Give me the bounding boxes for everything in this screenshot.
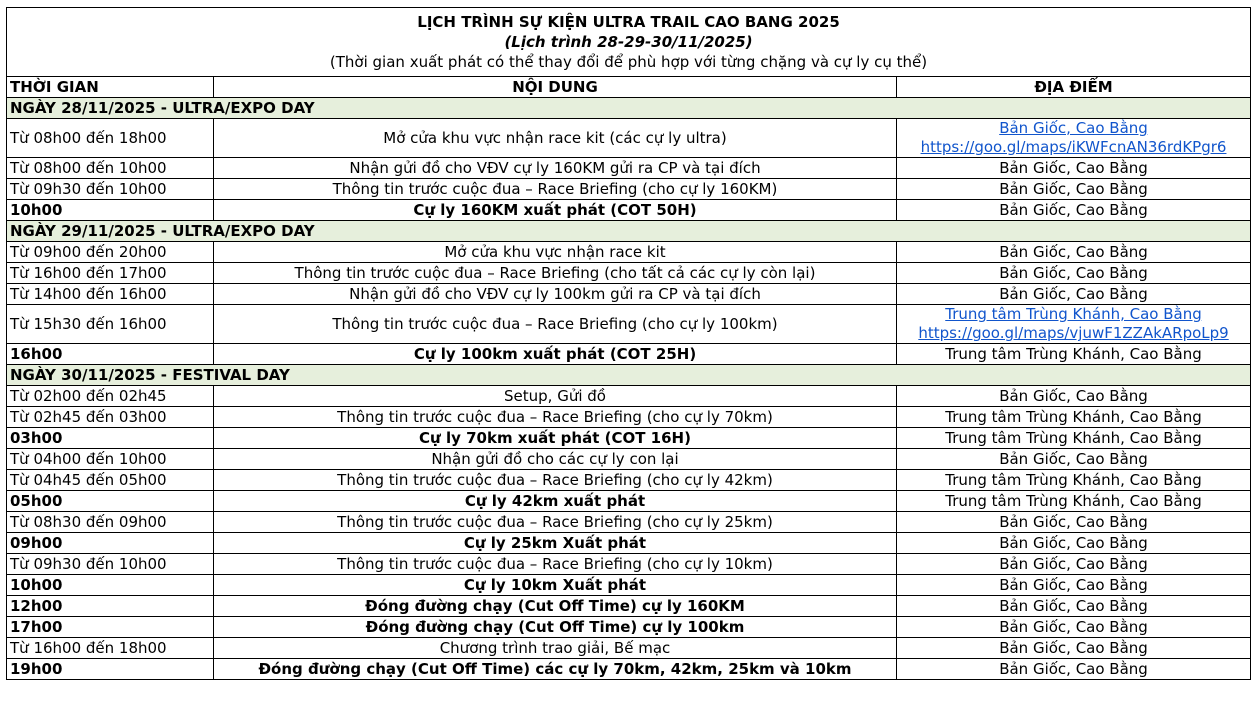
- row-location: Trung tâm Trùng Khánh, Cao Bằng: [897, 428, 1251, 449]
- row-location: Trung tâm Trùng Khánh, Cao Bằng: [897, 491, 1251, 512]
- row-location-cell: [897, 119, 1251, 158]
- header-content: NỘI DUNG: [214, 77, 897, 98]
- row-time: Từ 16h00 đến 17h00: [7, 263, 214, 284]
- row-content: Cự ly 42km xuất phát: [214, 491, 897, 512]
- map-link[interactable]: https://goo.gl/maps/vjuwF1ZZAkARpoLp9: [918, 324, 1229, 342]
- header-time: THỜI GIAN: [7, 77, 214, 98]
- row-content: Nhận gửi đồ cho các cự ly con lại: [214, 449, 897, 470]
- schedule-row: [7, 158, 1251, 179]
- schedule-row: [7, 119, 1251, 158]
- row-time: Từ 14h00 đến 16h00: [7, 284, 214, 305]
- title-row: [7, 8, 1251, 77]
- row-location-cell: [897, 305, 1251, 344]
- row-time: Từ 08h30 đến 09h00: [7, 512, 214, 533]
- row-content: Thông tin trước cuộc đua – Race Briefing (cho cự ly 160KM): [214, 179, 897, 200]
- schedule-row: [7, 596, 1251, 617]
- schedule-row: [7, 491, 1251, 512]
- row-location: Bản Giốc, Cao Bằng: [897, 617, 1251, 638]
- row-time: 05h00: [7, 491, 214, 512]
- row-content: Nhận gửi đồ cho VĐV cự ly 160KM gửi ra CP và tại đích: [214, 158, 897, 179]
- row-location: Bản Giốc, Cao Bằng: [897, 158, 1251, 179]
- row-time: Từ 16h00 đến 18h00: [7, 638, 214, 659]
- row-time: Từ 02h00 đến 02h45: [7, 386, 214, 407]
- schedule-row: [7, 638, 1251, 659]
- location-link[interactable]: Bản Giốc, Cao Bằng: [999, 119, 1148, 137]
- row-location: Bản Giốc, Cao Bằng: [897, 200, 1251, 221]
- row-time: 16h00: [7, 344, 214, 365]
- row-content: Nhận gửi đồ cho VĐV cự ly 100km gửi ra CP và tại đích: [214, 284, 897, 305]
- row-time: Từ 08h00 đến 10h00: [7, 158, 214, 179]
- row-location: Bản Giốc, Cao Bằng: [897, 659, 1251, 680]
- schedule-row: [7, 305, 1251, 344]
- row-location: Bản Giốc, Cao Bằng: [897, 533, 1251, 554]
- day-label: NGÀY 28/11/2025 - ULTRA/EXPO DAY: [7, 98, 1251, 119]
- schedule-row: [7, 533, 1251, 554]
- event-schedule-table: [6, 7, 1251, 680]
- row-location: Bản Giốc, Cao Bằng: [897, 512, 1251, 533]
- row-time: Từ 09h00 đến 20h00: [7, 242, 214, 263]
- row-location: Bản Giốc, Cao Bằng: [897, 386, 1251, 407]
- schedule-row: [7, 386, 1251, 407]
- schedule-row: [7, 617, 1251, 638]
- row-location: Bản Giốc, Cao Bằng: [897, 596, 1251, 617]
- schedule-note: (Thời gian xuất phát có thể thay đổi để phù hợp với từng chặng và cự ly cụ thể): [329, 53, 928, 71]
- row-location: Bản Giốc, Cao Bằng: [897, 242, 1251, 263]
- day-label: NGÀY 30/11/2025 - FESTIVAL DAY: [7, 365, 1251, 386]
- row-content: Thông tin trước cuộc đua – Race Briefing (cho cự ly 10km): [214, 554, 897, 575]
- row-time: 10h00: [7, 575, 214, 596]
- day-section-row: [7, 221, 1251, 242]
- row-time: 12h00: [7, 596, 214, 617]
- row-location: Trung tâm Trùng Khánh, Cao Bằng: [897, 470, 1251, 491]
- day-section-row: [7, 98, 1251, 119]
- schedule-row: [7, 512, 1251, 533]
- row-content: Thông tin trước cuộc đua – Race Briefing (cho cự ly 42km): [214, 470, 897, 491]
- title-cell: [7, 8, 1251, 77]
- row-content: Mở cửa khu vực nhận race kit (các cự ly ultra): [214, 119, 897, 158]
- schedule-row: [7, 263, 1251, 284]
- row-content: Đóng đường chạy (Cut Off Time) cự ly 160KM: [214, 596, 897, 617]
- row-content: Cự ly 70km xuất phát (COT 16H): [214, 428, 897, 449]
- schedule-row: [7, 428, 1251, 449]
- row-content: Cự ly 100km xuất phát (COT 25H): [214, 344, 897, 365]
- row-content: Cự ly 160KM xuất phát (COT 50H): [214, 200, 897, 221]
- row-content: Thông tin trước cuộc đua – Race Briefing (cho cự ly 70km): [214, 407, 897, 428]
- header-row: [7, 77, 1251, 98]
- schedule-row: [7, 200, 1251, 221]
- row-time: Từ 02h45 đến 03h00: [7, 407, 214, 428]
- schedule-row: [7, 575, 1251, 596]
- row-time: 10h00: [7, 200, 214, 221]
- row-time: Từ 04h45 đến 05h00: [7, 470, 214, 491]
- row-time: 17h00: [7, 617, 214, 638]
- row-content: Đóng đường chạy (Cut Off Time) các cự ly 70km, 42km, 25km và 10km: [214, 659, 897, 680]
- row-content: Thông tin trước cuộc đua – Race Briefing (cho tất cả các cự ly còn lại): [214, 263, 897, 284]
- row-location: Bản Giốc, Cao Bằng: [897, 179, 1251, 200]
- row-location: Bản Giốc, Cao Bằng: [897, 284, 1251, 305]
- row-content: Cự ly 25km Xuất phát: [214, 533, 897, 554]
- row-content: Chương trình trao giải, Bế mạc: [214, 638, 897, 659]
- row-content: Thông tin trước cuộc đua – Race Briefing (cho cự ly 25km): [214, 512, 897, 533]
- schedule-row: [7, 284, 1251, 305]
- row-location: Bản Giốc, Cao Bằng: [897, 263, 1251, 284]
- schedule-row: [7, 344, 1251, 365]
- schedule-row: [7, 659, 1251, 680]
- row-time: Từ 09h30 đến 10h00: [7, 554, 214, 575]
- day-section-row: [7, 365, 1251, 386]
- row-location: Bản Giốc, Cao Bằng: [897, 638, 1251, 659]
- schedule-row: [7, 470, 1251, 491]
- day-label: NGÀY 29/11/2025 - ULTRA/EXPO DAY: [7, 221, 1251, 242]
- row-time: Từ 09h30 đến 10h00: [7, 179, 214, 200]
- row-location: Trung tâm Trùng Khánh, Cao Bằng: [897, 407, 1251, 428]
- schedule-row: [7, 554, 1251, 575]
- row-content: Cự ly 10km Xuất phát: [214, 575, 897, 596]
- row-time: 19h00: [7, 659, 214, 680]
- row-content: Setup, Gửi đồ: [214, 386, 897, 407]
- row-time: 03h00: [7, 428, 214, 449]
- map-link[interactable]: https://goo.gl/maps/iKWFcnAN36rdKPgr6: [920, 138, 1227, 156]
- schedule-dates: (Lịch trình 28-29-30/11/2025): [504, 33, 753, 51]
- row-location: Bản Giốc, Cao Bằng: [897, 575, 1251, 596]
- row-location: Bản Giốc, Cao Bằng: [897, 554, 1251, 575]
- row-time: Từ 08h00 đến 18h00: [7, 119, 214, 158]
- schedule-body: [7, 8, 1251, 680]
- header-location: ĐỊA ĐIỂM: [897, 77, 1251, 98]
- row-time: 09h00: [7, 533, 214, 554]
- row-location: Trung tâm Trùng Khánh, Cao Bằng: [897, 344, 1251, 365]
- row-time: Từ 04h00 đến 10h00: [7, 449, 214, 470]
- schedule-row: [7, 449, 1251, 470]
- row-content: Thông tin trước cuộc đua – Race Briefing (cho cự ly 100km): [214, 305, 897, 344]
- row-content: Mở cửa khu vực nhận race kit: [214, 242, 897, 263]
- location-link[interactable]: Trung tâm Trùng Khánh, Cao Bằng: [945, 305, 1202, 323]
- schedule-title: LỊCH TRÌNH SỰ KIỆN ULTRA TRAIL CAO BANG 2025: [417, 13, 840, 31]
- schedule-row: [7, 242, 1251, 263]
- row-location: Bản Giốc, Cao Bằng: [897, 449, 1251, 470]
- schedule-row: [7, 179, 1251, 200]
- row-content: Đóng đường chạy (Cut Off Time) cự ly 100km: [214, 617, 897, 638]
- schedule-row: [7, 407, 1251, 428]
- row-time: Từ 15h30 đến 16h00: [7, 305, 214, 344]
